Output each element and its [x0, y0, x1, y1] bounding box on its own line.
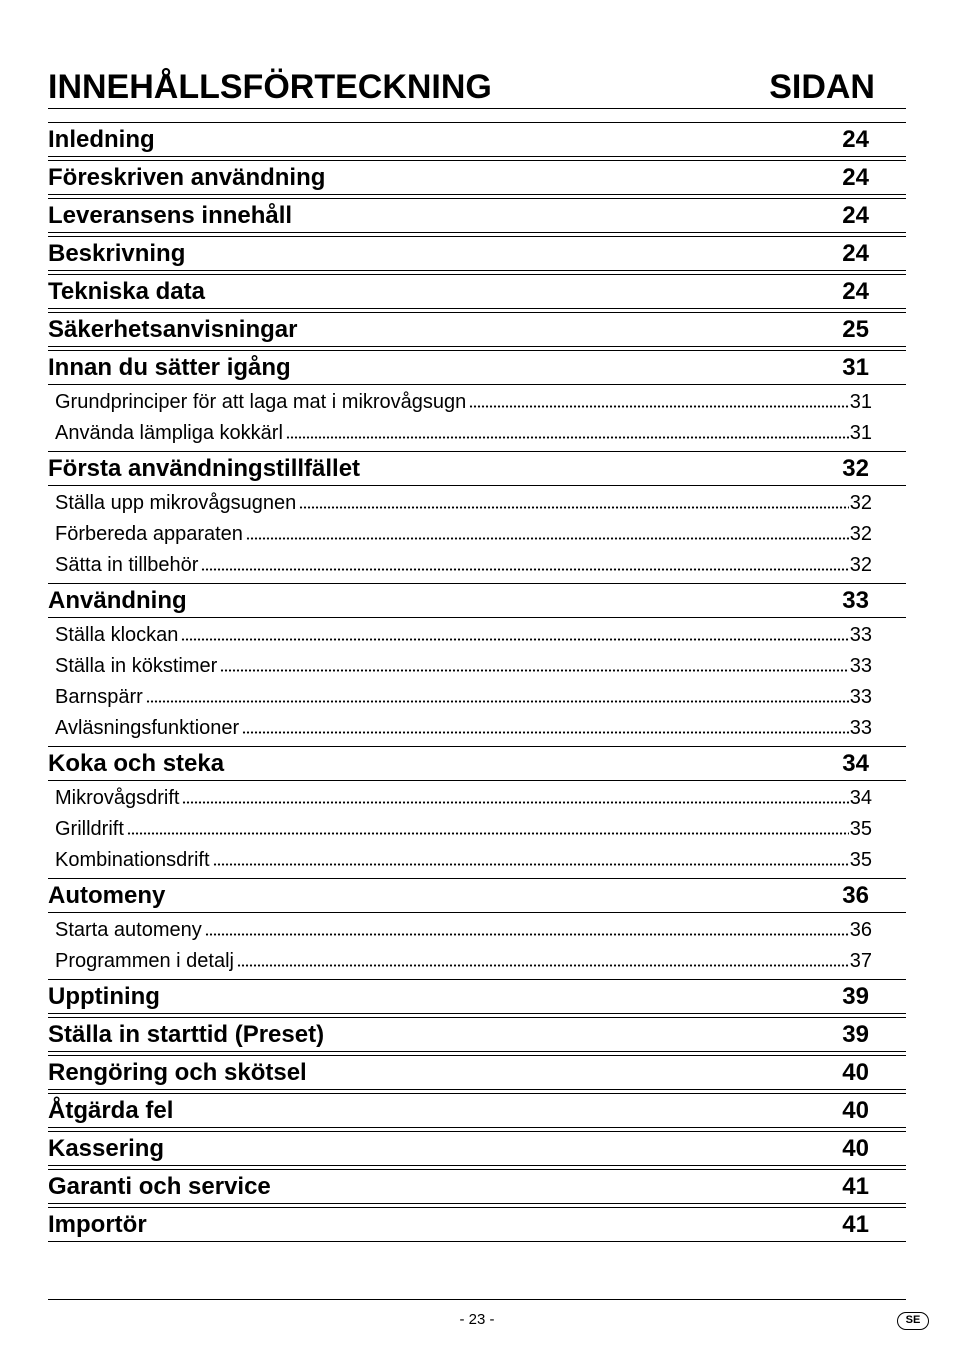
toc-subentry-page: 33 — [849, 624, 872, 646]
toc-entry — [48, 350, 906, 385]
dot-leader — [181, 638, 848, 641]
toc-subentry-title: Förbereda apparaten — [55, 523, 243, 545]
toc-entry-page: 24 — [842, 202, 869, 229]
dot-leader — [201, 568, 848, 571]
dot-leader — [205, 933, 849, 936]
dot-leader — [246, 537, 849, 540]
toc-subentry — [48, 488, 906, 519]
toc-entry-page: 40 — [842, 1135, 869, 1162]
toc-entry — [48, 979, 906, 1014]
toc-entry-page: 41 — [842, 1211, 869, 1238]
toc-entry-title: Ställa in starttid (Preset) — [48, 1021, 325, 1048]
toc-subentry-title: Använda lämpliga kokkärl — [55, 422, 283, 444]
toc-subentry-title: Ställa klockan — [55, 624, 179, 646]
dot-leader — [182, 801, 848, 804]
toc-subentry — [48, 713, 906, 744]
toc-entry-page: 24 — [842, 126, 869, 153]
toc-entry — [48, 1169, 906, 1204]
toc-entry-title: Kassering — [48, 1135, 165, 1162]
toc-subentry-page: 34 — [849, 787, 872, 809]
toc-entry-title: Föreskriven användning — [48, 164, 326, 191]
toc-subentry-page: 32 — [849, 492, 872, 514]
toc-entry — [48, 1093, 906, 1128]
toc-subentry — [48, 620, 906, 651]
toc-entry — [48, 451, 906, 486]
toc-subentry-page: 32 — [849, 523, 872, 545]
dot-leader — [242, 731, 849, 734]
toc-entry-page: 41 — [842, 1173, 869, 1200]
toc-subentry-title: Programmen i detalj — [55, 950, 234, 972]
toc-subentry-title: Sätta in tillbehör — [55, 554, 199, 576]
toc-entry — [48, 1055, 906, 1090]
dot-leader — [469, 405, 848, 408]
page-column-label: SIDAN — [769, 68, 875, 106]
toc-entry-page: 24 — [842, 240, 869, 267]
toc-subentry-title: Mikrovågsdrift — [55, 787, 180, 809]
dot-leader — [146, 700, 849, 703]
toc-entry — [48, 1207, 906, 1242]
toc-entry — [48, 878, 906, 913]
toc-subentry — [48, 550, 906, 581]
toc-entry-title: Beskrivning — [48, 240, 186, 267]
toc-subentry — [48, 387, 906, 418]
page-title: INNEHÅLLSFÖRTECKNING — [48, 68, 492, 106]
toc-subentry-page: 35 — [849, 849, 872, 871]
toc-entry-page: 39 — [842, 1021, 869, 1048]
table-of-contents — [48, 122, 906, 1242]
toc-subentry — [48, 418, 906, 449]
toc-entry-page: 39 — [842, 983, 869, 1010]
toc-subentry-page: 31 — [849, 391, 872, 413]
toc-entry-page: 24 — [842, 278, 869, 305]
toc-entry — [48, 1131, 906, 1166]
toc-entry — [48, 198, 906, 233]
toc-entry — [48, 583, 906, 618]
toc-entry — [48, 236, 906, 271]
toc-entry-page: 34 — [842, 750, 869, 777]
toc-entry — [48, 122, 906, 157]
toc-entry-title: Användning — [48, 587, 187, 614]
toc-entry — [48, 746, 906, 781]
toc-subentry-group — [48, 618, 906, 746]
toc-entry-page: 24 — [842, 164, 869, 191]
toc-entry-title: Automeny — [48, 882, 166, 909]
toc-entry-page: 36 — [842, 882, 869, 909]
toc-subentry — [48, 814, 906, 845]
toc-entry-page: 32 — [842, 455, 869, 482]
toc-subentry — [48, 845, 906, 876]
toc-subentry-title: Avläsningsfunktioner — [55, 717, 240, 739]
toc-subentry-title: Barnspärr — [55, 686, 143, 708]
toc-entry-page: 31 — [842, 354, 869, 381]
toc-entry-title: Importör — [48, 1211, 147, 1238]
toc-subentry-page: 33 — [849, 686, 872, 708]
toc-subentry-title: Ställa upp mikrovågsugnen — [55, 492, 297, 514]
toc-entry-title: Rengöring och skötsel — [48, 1059, 307, 1086]
language-badge: SE — [897, 1312, 929, 1330]
page-number: - 23 - — [459, 1311, 495, 1328]
toc-entry-page: 40 — [842, 1097, 869, 1124]
toc-subentry-title: Grilldrift — [55, 818, 124, 840]
dot-leader — [220, 669, 848, 672]
toc-entry-title: Koka och steka — [48, 750, 225, 777]
toc-subentry-page: 32 — [849, 554, 872, 576]
toc-subentry-group — [48, 385, 906, 451]
toc-entry-title: Första användningstillfället — [48, 455, 361, 482]
footer-divider — [48, 1299, 906, 1300]
dot-leader — [299, 506, 848, 509]
toc-entry-title: Tekniska data — [48, 278, 205, 305]
toc-subentry — [48, 682, 906, 713]
toc-subentry-title: Starta automeny — [55, 919, 202, 941]
toc-entry — [48, 274, 906, 309]
toc-entry-page: 25 — [842, 316, 869, 343]
toc-subentry-page: 31 — [849, 422, 872, 444]
toc-header — [48, 67, 906, 109]
toc-entry-title: Inledning — [48, 126, 155, 153]
toc-subentry-page: 37 — [849, 950, 872, 972]
toc-subentry-title: Kombinationsdrift — [55, 849, 210, 871]
toc-subentry-page: 35 — [849, 818, 872, 840]
toc-subentry — [48, 783, 906, 814]
toc-subentry — [48, 915, 906, 946]
toc-entry-page: 40 — [842, 1059, 869, 1086]
toc-entry-title: Upptining — [48, 983, 160, 1010]
toc-subentry — [48, 651, 906, 682]
toc-entry — [48, 1017, 906, 1052]
dot-leader — [237, 964, 849, 967]
toc-subentry-title: Grundprinciper för att laga mat i mikrovågsugn — [55, 391, 467, 413]
toc-entry-title: Säkerhetsanvisningar — [48, 316, 298, 343]
toc-subentry — [48, 519, 906, 550]
toc-subentry-page: 33 — [849, 655, 872, 677]
toc-entry — [48, 312, 906, 347]
toc-subentry-page: 36 — [849, 919, 872, 941]
toc-entry-title: Garanti och service — [48, 1173, 271, 1200]
dot-leader — [213, 863, 849, 866]
toc-entry-title: Innan du sätter igång — [48, 354, 291, 381]
toc-entry-title: Leveransens innehåll — [48, 202, 293, 229]
dot-leader — [127, 832, 849, 835]
toc-entry-page: 33 — [842, 587, 869, 614]
toc-entry — [48, 160, 906, 195]
toc-subentry — [48, 946, 906, 977]
toc-subentry-page: 33 — [849, 717, 872, 739]
toc-entry-title: Åtgärda fel — [48, 1097, 174, 1124]
dot-leader — [286, 436, 849, 439]
toc-subentry-group — [48, 913, 906, 979]
toc-subentry-group — [48, 486, 906, 583]
toc-subentry-group — [48, 781, 906, 878]
toc-subentry-title: Ställa in kökstimer — [55, 655, 218, 677]
